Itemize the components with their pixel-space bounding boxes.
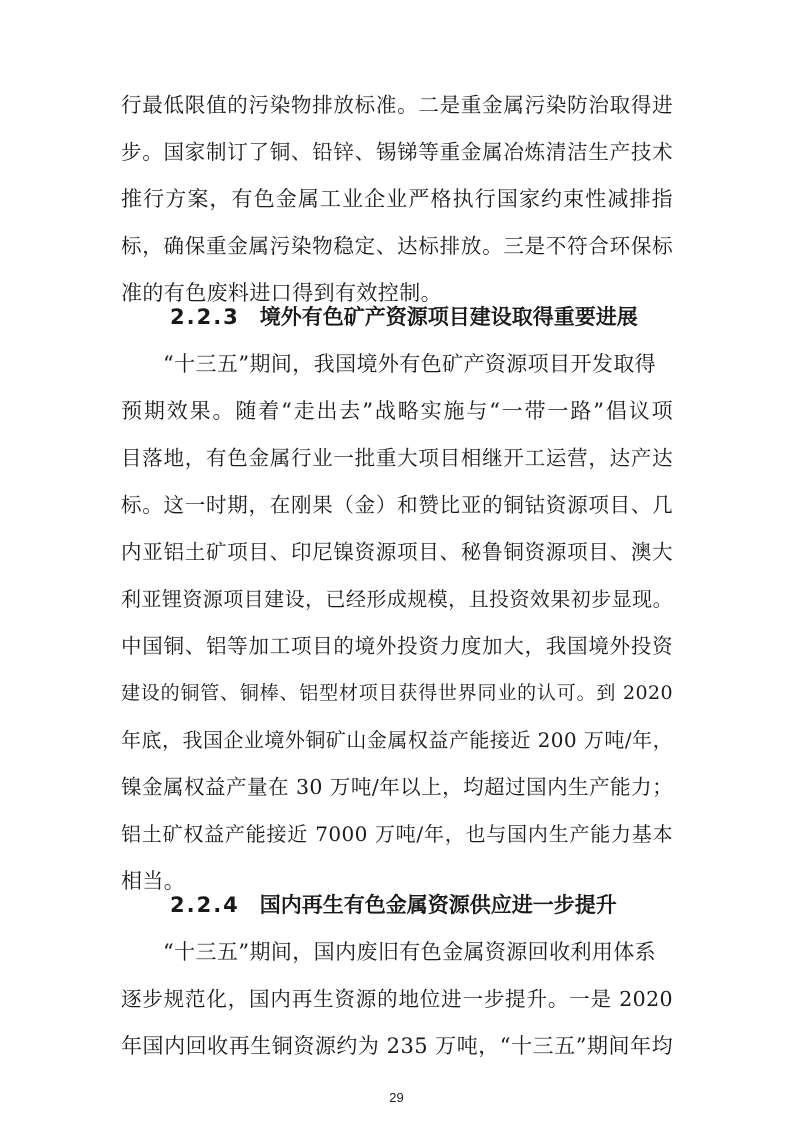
paragraph-line: 相当。 xyxy=(121,869,186,893)
paragraph-line: 利亚锂资源项目建设，已经形成规模，且投资效果初步显现。 xyxy=(121,587,673,611)
paragraph-line: 中国铜、铝等加工项目的境外投资力度加大，我国境外投资 xyxy=(121,634,673,658)
paragraph-line: 逐步规范化，国内再生资源的地位进一步提升。一是 2020 xyxy=(121,987,673,1011)
paragraph-line: 铝土矿权益产能接近 7000 万吨/年，也与国内生产能力基本 xyxy=(121,822,673,846)
paragraph-line: 步。国家制订了铜、铅锌、锡锑等重金属冶炼清洁生产技术 xyxy=(121,140,673,164)
paragraph-line: 建设的铜管、铜棒、铝型材项目获得世界同业的认可。到 2020 xyxy=(121,682,673,704)
section-heading-2-2-3 xyxy=(170,303,638,331)
section-heading-2-2-4 xyxy=(170,891,617,919)
paragraph-line: 推行方案，有色金属工业企业严格执行国家约束性减排指 xyxy=(121,187,673,211)
paragraph-line: “十三五”期间，国内废旧有色金属资源回收利用体系 xyxy=(163,940,657,964)
paragraph-line: 行最低限值的污染物排放标准。二是重金属污染防治取得进 xyxy=(121,93,673,117)
section-number: 2.2.4 xyxy=(170,893,240,917)
paragraph-line: 镍金属权益产量在 30 万吨/年以上，均超过国内生产能力； xyxy=(121,775,673,799)
paragraph-line: 标。这一时期，在刚果（金）和赞比亚的铜钴资源项目、几 xyxy=(121,493,673,517)
section-title: 国内再生有色金属资源供应进一步提升 xyxy=(259,893,617,917)
paragraph-line: 年国内回收再生铜资源约为 235 万吨，“十三五”期间年均 xyxy=(121,1034,673,1058)
section-title: 境外有色矿产资源项目建设取得重要进展 xyxy=(259,305,638,329)
page-number: 29 xyxy=(389,1090,404,1105)
paragraph-line: 准的有色废料进口得到有效控制。 xyxy=(121,281,442,305)
section-number: 2.2.3 xyxy=(170,305,240,329)
paragraph-line: 预期效果。随着“走出去”战略实施与“一带一路”倡议项 xyxy=(121,399,673,423)
paragraph-line: 内亚铝土矿项目、印尼镍资源项目、秘鲁铜资源项目、澳大 xyxy=(121,540,673,564)
paragraph-line: 标，确保重金属污染物稳定、达标排放。三是不符合环保标 xyxy=(121,234,673,258)
paragraph-line: 目落地，有色金属行业一批重大项目相继开工运营，达产达 xyxy=(121,446,673,470)
paragraph-line: 年底，我国企业境外铜矿山金属权益产能接近 200 万吨/年， xyxy=(121,728,673,752)
paragraph-line: “十三五”期间，我国境外有色矿产资源项目开发取得 xyxy=(163,352,657,376)
